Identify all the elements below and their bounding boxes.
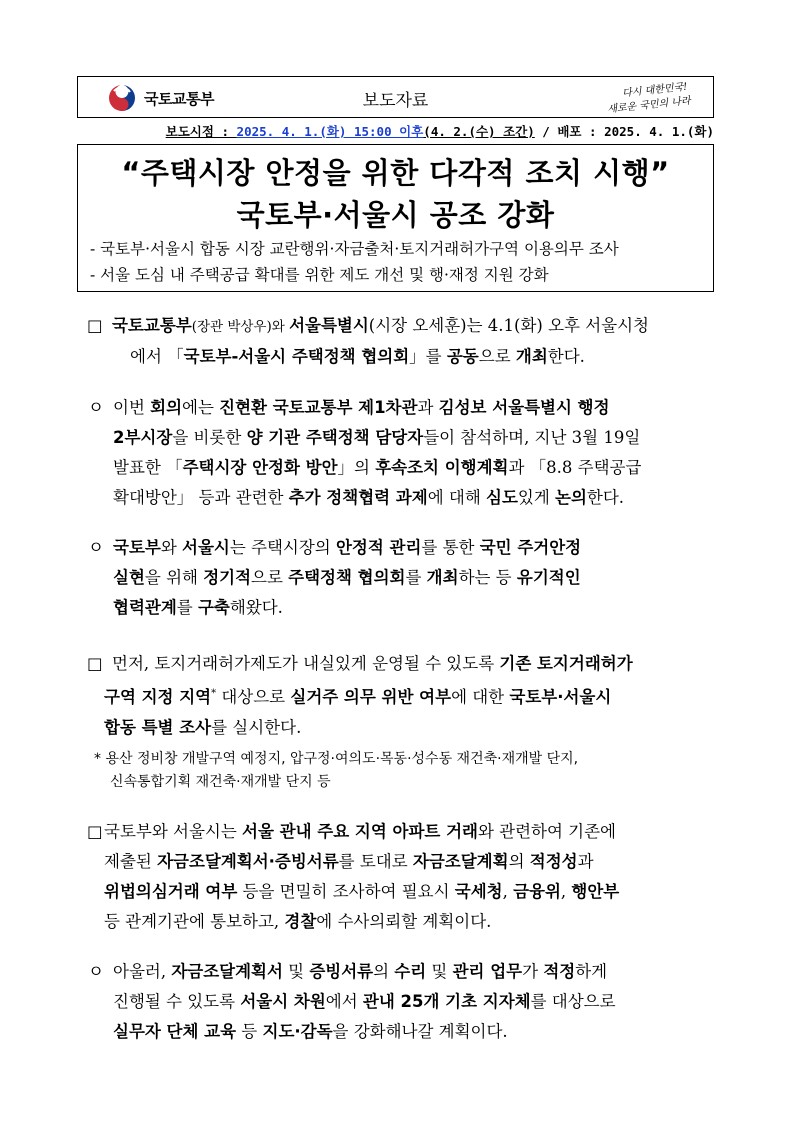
p5-j: 과 xyxy=(577,852,594,871)
embargo-note: (4. 2.(수) 조간) xyxy=(423,124,535,139)
p1-f: 국토부-서울시 주택정책 협의회 xyxy=(183,347,410,366)
p3-a: 국토부 xyxy=(113,538,161,557)
p2-d: 진현환 국토교통부 제1차관 xyxy=(219,398,418,417)
p1-h: 공동 xyxy=(446,347,479,366)
p3-n: 개최 xyxy=(426,568,459,587)
p6-d: 증빙서류 xyxy=(309,962,374,981)
p5-q: 행안부 xyxy=(571,882,620,901)
p3-d: 는 주택시장의 xyxy=(229,538,336,557)
p2-n: 후속조치 이행계획 xyxy=(375,458,509,477)
title-box xyxy=(77,144,714,292)
p2-f: 김성보 서울특별시 행정 xyxy=(438,398,610,417)
ministry-name: 국토교통부 xyxy=(144,90,214,108)
p3-p: 유기적인 xyxy=(516,568,581,587)
p6-f: 수리 xyxy=(394,962,427,981)
p6-b: 자금조달계획서 xyxy=(171,962,283,981)
footnote xyxy=(94,748,724,794)
p6-k: 하게 xyxy=(575,962,608,981)
p2-k: 발표한 「 xyxy=(113,458,183,477)
p2-b: 회의 xyxy=(150,398,183,417)
p1-b: (장관 박상우)와 xyxy=(191,319,290,335)
p2-q: 추가 정책협력 과제 xyxy=(288,488,428,507)
p3-q: 협력관계 xyxy=(113,598,177,617)
p6-s: 지도·감독 xyxy=(262,1022,333,1041)
p4-g: 국토부·서울시 xyxy=(509,687,612,707)
p2-s: 심도 xyxy=(486,488,518,507)
p3-m: 를 xyxy=(405,568,427,587)
subheadline-2: - 서울 도심 내 주택공급 확대를 위한 제도 개선 및 행·재정 지원 강화 xyxy=(90,266,549,284)
slogan-line1: 다시 대한민국! xyxy=(621,81,688,100)
paragraph-2 xyxy=(88,393,718,513)
p6-i: 가 xyxy=(522,962,544,981)
p2-i: 양 기관 주택정책 담당자 xyxy=(246,428,424,447)
p2-l: 주택시장 안정화 방안 xyxy=(182,458,338,477)
p1-g: 」를 xyxy=(409,347,447,366)
p5-i: 적정성 xyxy=(529,852,578,871)
p2-v: 한다. xyxy=(586,488,625,507)
p1-e: 에서 「 xyxy=(130,347,184,366)
p1-d: (시장 오세훈)는 4.1(화) 오후 서울시청 xyxy=(368,316,649,335)
p5-s: 경찰 xyxy=(284,912,317,931)
p6-l: 진행될 수 있도록 xyxy=(113,992,241,1011)
p5-a: 국토부와 서울시는 xyxy=(104,822,243,841)
p2-j: 들이 참석하며, 지난 3월 19일 xyxy=(423,428,641,447)
doc-type: 보도자료 xyxy=(362,91,429,111)
p2-a: 이번 xyxy=(113,398,151,417)
p2-u: 논의 xyxy=(555,488,587,507)
p5-r: 등 관계기관에 통보하고, xyxy=(104,912,285,931)
p6-t: 을 강화해나갈 계획이다. xyxy=(332,1022,508,1041)
p5-m: 국세청 xyxy=(454,882,503,901)
p4-a: 먼저, 토지거래허가제도가 내실있게 운영될 수 있도록 xyxy=(112,654,500,673)
p2-e: 과 xyxy=(417,398,439,417)
p6-p: 를 대상으로 xyxy=(530,992,616,1011)
p2-m: 」의 xyxy=(337,458,376,477)
p1-j: 개최 xyxy=(515,347,548,366)
footnote-line1: * 용산 정비창 개발구역 예정지, 압구정·여의도·목동·성수동 재건축·재개발 단지, xyxy=(94,751,579,767)
p5-e: 자금조달계획서·증빙서류 xyxy=(157,852,339,871)
p2-p: 확대방안」 등과 관련한 xyxy=(113,488,289,507)
footnote-line2: 신속통합기획 재건축·재개발 단지 등 xyxy=(110,774,331,790)
p6-r: 등 xyxy=(236,1022,263,1041)
p1-k: 한다. xyxy=(547,347,585,366)
p5-n: , xyxy=(502,882,514,901)
p5-o: 금융위 xyxy=(513,882,561,901)
p5-k: 위법의심거래 여부 xyxy=(104,882,238,901)
p4-b: 기존 토지거래허가 xyxy=(499,654,633,673)
p6-n: 에서 xyxy=(325,992,363,1011)
p5-f: 를 토대로 xyxy=(338,852,413,871)
embargo-label: 보도시점 : xyxy=(165,124,237,139)
p2-h: 을 비롯한 xyxy=(172,428,247,447)
p5-t: 에 수사의뢰할 계획이다. xyxy=(316,912,492,931)
p1-i: 으로 xyxy=(478,347,516,366)
p3-b: 와 xyxy=(160,538,183,557)
p3-o: 하는 등 xyxy=(458,568,517,587)
press-header xyxy=(77,76,714,118)
p6-a: 아울러, xyxy=(113,962,172,981)
p2-t: 있게 xyxy=(517,488,556,507)
p6-m: 서울시 차원 xyxy=(240,992,326,1011)
p6-h: 관리 업무 xyxy=(452,962,523,981)
p4-i: 를 실시한다. xyxy=(211,717,302,737)
p4-h: 합동 특별 조사 xyxy=(104,717,212,737)
headline-line1: “주택시장 안정을 위한 다각적 조치 시행” xyxy=(121,156,670,190)
p5-p: , xyxy=(560,882,572,901)
p2-o: 과 「8.8 주택공급 xyxy=(508,458,642,477)
p1-a: 국토교통부 xyxy=(112,316,192,335)
p6-e: 의 xyxy=(373,962,395,981)
p6-j: 적정 xyxy=(543,962,576,981)
subheadline-1: - 국토부·서울시 합동 시장 교란행위·자금출처·토지거래허가구역 이용의무 조사 xyxy=(90,240,619,258)
p5-c: 와 관련하여 기존에 xyxy=(477,822,616,841)
p5-g: 자금조달계획 xyxy=(412,852,509,871)
p2-c: 에는 xyxy=(182,398,220,417)
distribution-date: / 배포 : 2025. 4. 1.(화) xyxy=(534,124,714,139)
p4-d: 대상으로 xyxy=(216,687,291,707)
p3-h: 실현 xyxy=(113,568,145,587)
p3-e: 안정적 관리 xyxy=(335,538,422,557)
p3-c: 서울시 xyxy=(182,538,230,557)
p6-g: 및 xyxy=(426,962,453,981)
paragraph-6 xyxy=(88,957,718,1047)
embargo-line xyxy=(77,122,714,140)
p3-i: 을 위해 xyxy=(144,568,204,587)
p3-s: 구축 xyxy=(197,598,230,617)
p4-c: 구역 지정 지역 xyxy=(104,687,212,707)
box-bullet: □ xyxy=(87,654,103,673)
p5-l: 등을 면밀히 조사하여 필요시 xyxy=(237,882,455,901)
p6-q: 실무자 단체 교육 xyxy=(113,1022,237,1041)
paragraph-3 xyxy=(88,533,718,623)
embargo-date: 2025. 4. 1.(화) 15:00 이후 xyxy=(236,124,424,139)
p3-l: 주택정책 협의회 xyxy=(288,568,406,587)
paragraph-4 xyxy=(87,649,720,743)
p1-c: 서울특별시 xyxy=(289,316,369,335)
p2-g: 2부시장 xyxy=(113,428,173,447)
p6-o: 관내 25개 기초 지자체 xyxy=(362,992,531,1011)
circle-bullet: ㅇ xyxy=(88,538,104,557)
circle-bullet: ㅇ xyxy=(88,398,104,417)
paragraph-5 xyxy=(87,817,720,937)
p3-j: 정기적 xyxy=(203,568,252,587)
box-bullet: □ xyxy=(87,822,103,841)
p3-r: 를 xyxy=(176,598,198,617)
p3-k: 으로 xyxy=(251,568,289,587)
paragraph-1 xyxy=(87,311,720,372)
p2-r: 에 대해 xyxy=(427,488,487,507)
handwritten-slogan xyxy=(595,81,691,115)
p3-f: 를 통한 xyxy=(421,538,480,557)
p5-d: 제출된 xyxy=(104,852,158,871)
headline-line2: 국토부·서울시 공조 강화 xyxy=(236,198,555,232)
p5-h: 의 xyxy=(508,852,530,871)
circle-bullet: ㅇ xyxy=(88,962,104,981)
p3-t: 해왔다. xyxy=(229,598,283,617)
p4-f: 에 대한 xyxy=(451,687,510,707)
p5-b: 서울 관내 주요 지역 아파트 거래 xyxy=(242,822,478,841)
p3-g: 국민 주거안정 xyxy=(479,538,582,557)
slogan-line2: 새로운 국민의 나라 xyxy=(607,95,692,116)
p6-c: 및 xyxy=(282,962,310,981)
box-bullet: □ xyxy=(87,316,103,335)
p4-footnote-mark: * xyxy=(211,688,217,699)
p4-e: 실거주 의무 위반 여부 xyxy=(290,687,452,707)
